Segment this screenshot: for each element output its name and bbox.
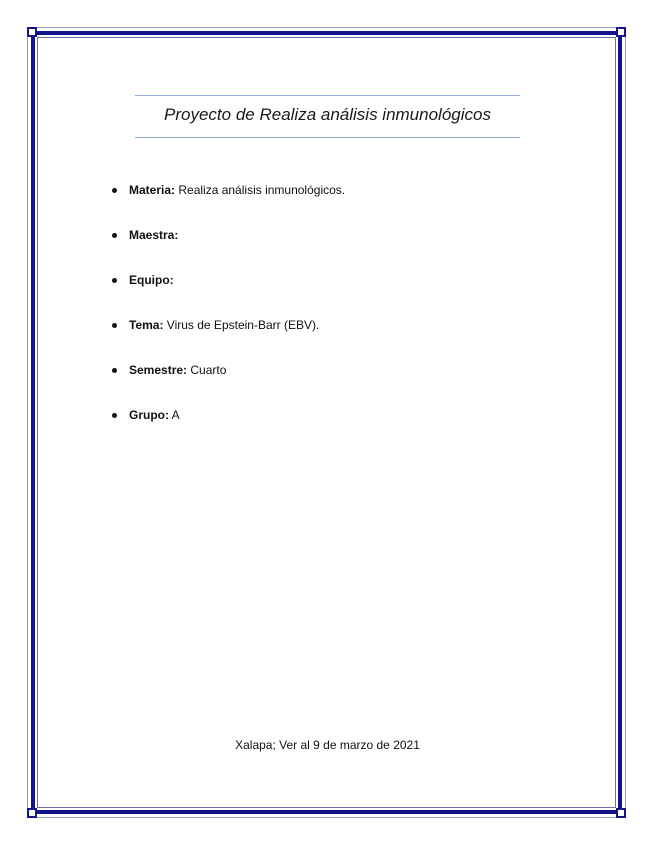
bullet-icon — [112, 413, 117, 418]
border-corner-ornament — [27, 27, 37, 37]
bullet-icon — [112, 323, 117, 328]
border-corner-ornament — [27, 808, 37, 818]
info-label: Maestra: — [129, 228, 179, 242]
border-corner-ornament — [616, 808, 626, 818]
bullet-icon — [112, 278, 117, 283]
border-corner-ornament — [616, 27, 626, 37]
info-item-tema — [112, 317, 532, 362]
footer-date-location: Xalapa; Ver al 9 de marzo de 2021 — [235, 738, 420, 752]
info-label: Tema: — [129, 318, 164, 332]
info-label: Grupo: — [129, 408, 169, 422]
bullet-icon — [112, 188, 117, 193]
info-value: Cuarto — [190, 363, 227, 377]
info-list — [112, 182, 532, 452]
info-label: Materia: — [129, 183, 176, 197]
info-value: Realiza análisis inmunológicos. — [178, 183, 346, 197]
page-title: Proyecto de Realiza análisis inmunológicos — [164, 105, 491, 124]
title-rule-bottom — [135, 137, 520, 138]
info-item-materia — [112, 182, 532, 227]
bullet-icon — [112, 233, 117, 238]
info-item-equipo — [112, 272, 532, 317]
info-value: A — [171, 408, 180, 422]
info-item-maestra — [112, 227, 532, 272]
title-rule-top — [135, 95, 520, 96]
info-value: Virus de Epstein-Barr (EBV). — [166, 318, 320, 332]
info-label: Equipo: — [129, 273, 174, 287]
info-item-semestre — [112, 362, 532, 407]
bullet-icon — [112, 368, 117, 373]
info-item-grupo — [112, 407, 532, 452]
info-label: Semestre: — [129, 363, 188, 377]
